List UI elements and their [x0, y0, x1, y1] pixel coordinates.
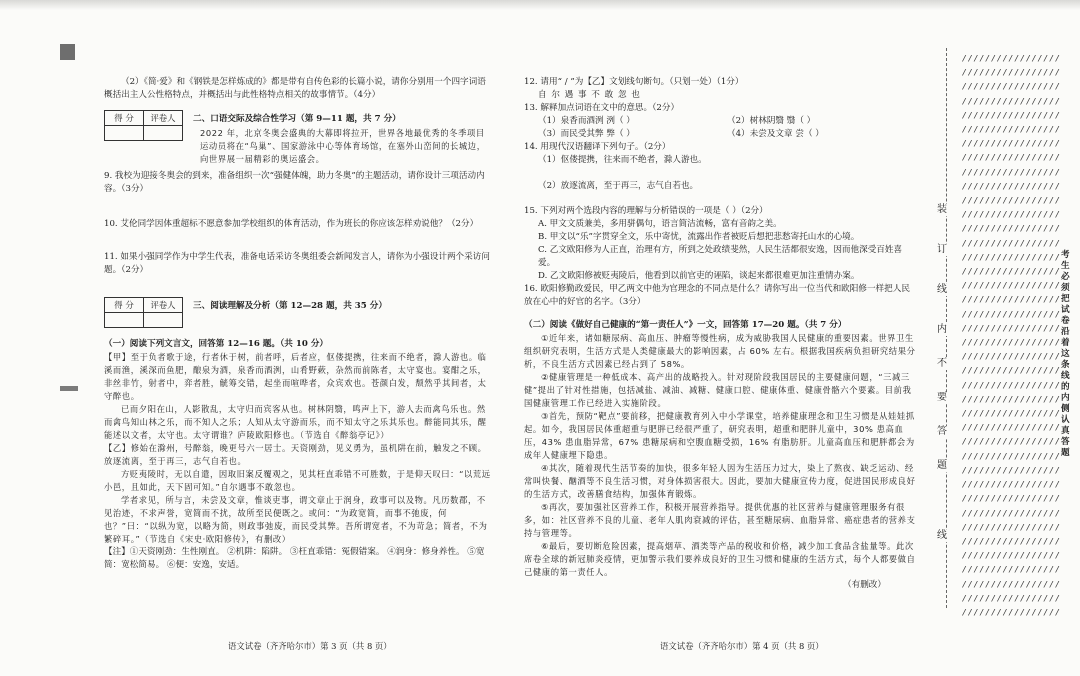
grader-label: 评卷人: [144, 298, 183, 313]
part-1-title: （一）阅读下列文言文，回答第 12—16 题。（共 10 分）: [104, 339, 329, 349]
question-14-1: （1）伛偻提携，往来而不绝者，滁人游也。: [538, 155, 707, 165]
article-para-1: ①近年来，诸如糖尿病、高血压、肿瘤等慢性病，成为威胁我国人民健康的重要因素。世界卫生组织研究表明，生活方式是人类健康最大的影响因素，占 60% 左右。根据我国疾病负担研究结果分析，不良生活方式因素已经占到了 58%。: [524, 333, 916, 369]
section-3-header: [104, 297, 492, 328]
question-15-option-d: D. 乙文欧阳修被贬夷陵后，他看到以前官吏的诬陷，谈起来都很难更加注重情办案。: [538, 271, 860, 281]
page-3-footer: 语文试卷（齐齐哈尔市）第 3 页（共 8 页）: [228, 641, 392, 651]
score-cell[interactable]: [105, 126, 144, 141]
binding-char: 内: [937, 324, 947, 335]
question-14: 14. 用现代汉语翻译下列句子。（2分）: [524, 142, 671, 152]
article-para-6: ⑥最后，要切断危险因素，提高烟草、酒类等产品的税收和价格，减少加工食品含盐量等。此次席卷全球的新冠肺炎疫情，更加警示我们要养成良好的卫生习惯和健康的生活方式，每个人都要做自己健康的第一责任人。: [524, 541, 916, 577]
question-13-item: （3）而民受其弊 弊（ ）: [538, 129, 635, 139]
binding-notice: 考生必须把试卷沿着这条线的内侧认真答题: [1061, 250, 1070, 458]
score-label: 得 分: [105, 111, 144, 126]
grader-cell[interactable]: [144, 126, 183, 141]
question-11: 11. 如果小强同学作为中学生代表，准备电话采访冬奥组委会新闻发言人，请你为小强设计两个采访问题。（2分）: [104, 252, 490, 275]
part-2-title: （二）阅读《做好自己健康的“第一责任人”》一文，回答第 17—20 题。（共 7 分）: [524, 320, 847, 330]
passage-yi-3: 学者求见，所与言，未尝及文章，惟谈吏事，谓文章止于润身，政事可以及物。凡历数郡，不见治迹，不求声誉，宽简而不扰，故所至民便既之。或问：“为政宽简，而事不弛废，何也？”曰：“以纵为宽，以略为简，则政事弛废，而民受其弊。吾所谓宽者，不为苛急；简者，不为繁碎耳。”（节选自《宋史·欧阳修传》，有删改）: [104, 495, 488, 544]
question-13-item: （2）树林阴翳 翳（ ）: [727, 116, 816, 126]
question-13-items: [524, 115, 916, 141]
score-cell[interactable]: [105, 313, 144, 328]
page-3-column: [104, 76, 492, 572]
binding-char: 订: [937, 244, 947, 255]
binding-char: 不: [937, 358, 947, 369]
question-8-2: （2）《简·爱》和《钢铁是怎样炼成的》都是带有自传色彩的长篇小说，请你分别用一个四字词语概括出主人公性格特点，并概括出与此性格特点相关的故事情节。（4分）: [104, 77, 486, 100]
question-13-item: （1）泉香而酒洌 洌（ ）: [538, 116, 635, 126]
question-12: 12. 请用“ / ”为【乙】文划线句断句。（只划一处）（1分）: [524, 77, 744, 87]
side-registration-mark: [60, 386, 78, 391]
passage-jia: 【甲】至于负者歌于途，行者休于树，前者呼，后者应，伛偻提携，往来而不绝者，滁人游也。临溪而渔，溪深而鱼肥，酿泉为酒，泉香而酒洌，山肴野蔌，杂然而前陈者，太守宴也。宴酣之乐，非丝非竹，射者中，弈者胜，觥筹交错，起坐而喧哗者，众宾欢也。苍颜白发，颓然乎其间者，太守醉也。: [104, 352, 487, 401]
question-13-item: （4）未尝及文章 尝（ ）: [727, 129, 824, 139]
grader-label: 评卷人: [144, 111, 183, 126]
question-15-option-b: B. 甲文以“乐”字贯穿全文，乐中寄忧，流露出作者被贬后想把悲愁寄托山水的心境。: [538, 232, 860, 242]
binding-char: 要: [937, 392, 947, 403]
grader-cell[interactable]: [144, 313, 183, 328]
corner-registration-mark: [60, 44, 75, 60]
page-4-column: [524, 76, 916, 592]
article-source-note: （有删改）: [843, 580, 886, 590]
binding-char: 答: [937, 426, 947, 437]
question-16: 16. 欧阳修勤政爱民，甲乙两文中他为官理念的不同点是什么？请你写出一位当代和欧阳修一样把人民放在心中的好官的名字。（3分）: [524, 284, 910, 307]
score-label: 得 分: [105, 298, 144, 313]
question-9: 9. 我校为迎接冬奥会的到来，准备组织一次“强健体魄，助力冬奥”的主题活动，请你设计三项活动内容。（3分）: [104, 171, 485, 194]
paper-top-edge: [0, 0, 1080, 10]
binding-char: 线: [937, 530, 947, 541]
article-para-2: ②健康管理是一种低成本、高产出的战略投入。针对现阶段我国居民的主要健康问题，“三减三健”提出了针对性措施，包括减盐、减油、减糖、健康口腔、健康体重、健康骨骼六个要素。目前我国健康管理工作已经进入实施阶段。: [524, 372, 912, 408]
passage-yi-2: 方贬夷陵时，无以自遣，因取旧案反覆观之，见其枉直乖错不可胜数，于是仰天叹曰：“以荒远小邑，且如此，天下固可知。”自尔遇事不敢忽也。: [104, 469, 491, 492]
question-10: 10. 艾伦同学因体重超标不愿意参加学校组织的体育活动，作为班长的你应该怎样劝说他？（2分）: [104, 219, 479, 229]
annotations: 【注】①天资刚劲：生性刚直。 ②机阱：陷阱。 ③枉直乖错：冤假错案。 ④润身：修身养性。 ⑤宽简：宽松简易。 ⑥便：安逸，安适。: [104, 547, 485, 570]
score-box: [104, 110, 183, 141]
question-12-sentence: 自 尔 遇 事 不 敢 忽 也: [538, 90, 641, 100]
binding-hatching: ///////////////// ///////////////// ///////////////// ///////////////// ///////////////// ///////////////// ///////////////// ///////////////// ///////////////// ///////////////// ///////////////// ///////////////// ///////////////// ///////////////// ///////////////// ///////////////// ///////////////// ///////////////// ///////////////// ///////////////// ///////////////// ///////////////// ///////////////// ///////////////// ///////////////// ///////////////// ///////////////// ///////////////// ///////////////// ///////////////// ///////////////// ///////////////// ///////////////// ///////////////// ///////////////// ///////////////// ///////////////// ///////////////// ///////////////// /////////////////: [962, 54, 1061, 617]
question-15: 15. 下列对两个选段内容的理解与分析错误的一项是（ ）（2分）: [524, 206, 768, 216]
page-4-footer: 语文试卷（齐齐哈尔市）第 4 页（共 8 页）: [660, 641, 824, 651]
question-13: 13. 解释加点词语在文中的意思。（2分）: [524, 103, 680, 113]
section-3-title: 三、阅读理解及分析（第 12—28 题，共 35 分）: [193, 301, 387, 311]
binding-char: 线: [937, 284, 947, 295]
binding-char: 题: [937, 460, 947, 471]
question-14-2: （2）放逐流离，至于再三，志气自若也。: [538, 181, 699, 191]
passage-jia-2: 已而夕阳在山，人影散乱，太守归而宾客从也。树林阴翳，鸣声上下，游人去而禽鸟乐也。然而禽鸟知山林之乐，而不知人之乐；人知从太守游而乐，而不知太守之乐其乐也。醉能同其乐，醒能述以文者，太守也。太守谓谁？庐陵欧阳修也。（节选自《醉翁亭记》）: [104, 404, 487, 440]
article-para-4: ④其次，随着现代生活节奏的加快，很多年轻人因为生活压力过大，染上了熬夜、缺乏运动、经常叫快餐、酗酒等不良生活习惯，对身体损害很大。因此，要加大健康宣传力度，促进国民形成良好的生活方式，改善膳食结构，加强体育锻炼。: [524, 463, 916, 499]
score-box: [104, 297, 183, 328]
binding-char: 装: [937, 204, 947, 215]
section-2-intro: 2022 年，北京冬奥会盛典的大幕即将拉开，世界各地最优秀的冬季项目运动员将在“鸟巢”、国家游泳中心等体育场馆，在塞外山峦间的长城边，向世界展一届精彩的奥运盛会。: [200, 128, 486, 164]
section-2-title: 二、口语交际及综合性学习（第 9—11 题，共 7 分）: [193, 114, 401, 124]
article-para-5: ⑤再次，要加强社区营养工作，积极开展营养指导。提供优惠的社区营养与健康管理服务有很多，如：社区营养不良的儿童、老年人肌肉衰减的评估，甚至糖尿病、血脂异常、癌症患者的营养支持与管理等。: [524, 502, 916, 538]
question-15-option-c: C. 乙文欧阳修为人正直，治理有方，所到之处政绩斐然，人民生活都很安逸，因而他深受百姓喜爱。: [538, 245, 903, 268]
article-para-3: ③首先，预防“靶点”要前移，把健康教育列入中小学课堂，培养健康理念和卫生习惯是从娃娃抓起。如今，我国居民体重超重与肥胖已经很严重了，研究表明，超重和肥胖儿童中，30% 患高血压，43% 患血脂异常，67% 患糖尿病和空腹血糖受损，16% 有脂肪肝。儿童高血压和肥胖都会为成年人健康埋下隐患。: [524, 411, 915, 460]
question-15-option-a: A. 甲文文质兼美，多用骈偶句，语言简洁流畅，富有音韵之美。: [538, 219, 782, 229]
passage-yi: 【乙】修始在滁州，号醉翁，晚更号六一居士。天资刚劲，见义勇为，虽机阱在前，触发之不顾。放逐流离，至于再三，志气自若也。: [104, 443, 487, 466]
